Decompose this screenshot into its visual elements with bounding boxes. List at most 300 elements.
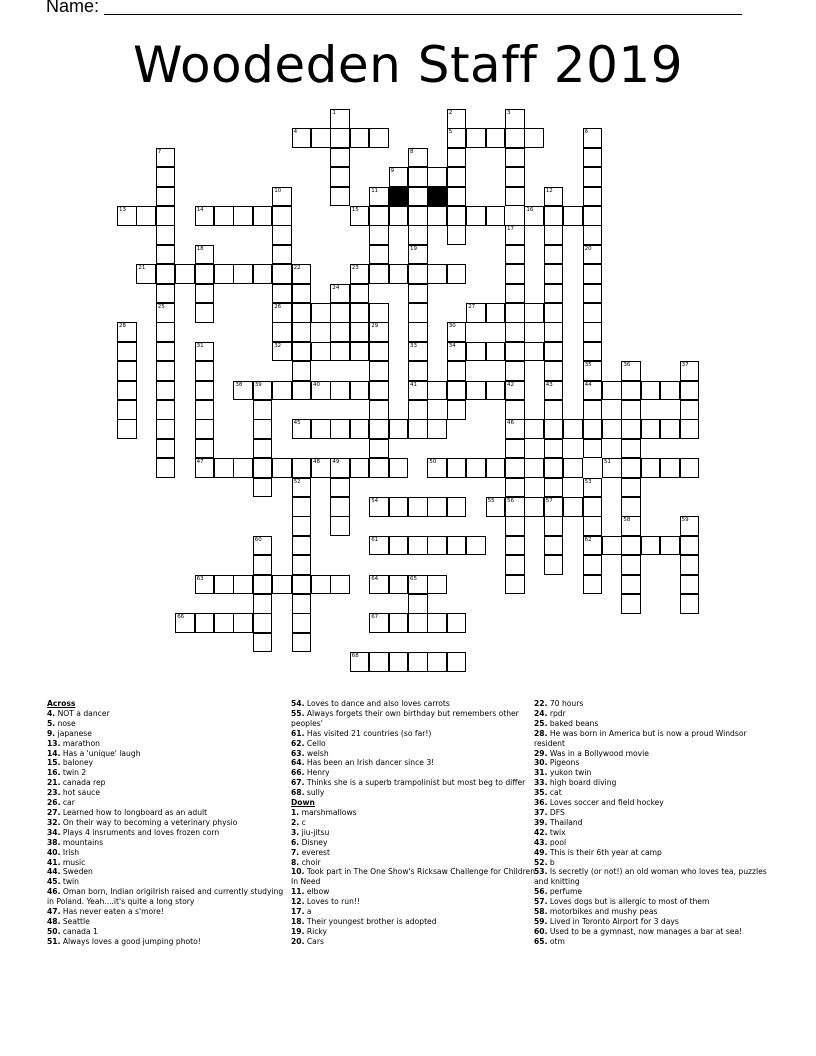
grid-cell[interactable] [408,381,428,401]
grid-cell[interactable] [544,381,564,401]
grid-cell[interactable] [408,594,428,614]
grid-cell[interactable] [408,652,428,672]
grid-cell[interactable] [505,536,525,556]
grid-cell[interactable] [369,419,389,439]
grid-cell[interactable] [369,381,389,401]
grid-cell[interactable] [214,613,234,633]
grid-cell[interactable] [117,400,137,420]
grid-cell[interactable] [156,342,176,362]
grid-cell[interactable] [330,167,350,187]
grid-cell[interactable] [680,400,700,420]
grid-cell[interactable] [447,458,467,478]
grid-cell[interactable] [544,555,564,575]
grid-cell[interactable] [369,303,389,323]
grid-cell[interactable] [272,458,292,478]
grid-cell[interactable] [602,381,622,401]
grid-cell[interactable] [466,128,486,148]
grid-cell[interactable] [195,303,215,323]
grid-cell[interactable] [292,264,312,284]
grid-cell[interactable] [292,419,312,439]
grid-cell[interactable] [369,613,389,633]
grid-cell[interactable] [330,148,350,168]
grid-cell[interactable] [292,381,312,401]
grid-cell[interactable] [544,439,564,459]
grid-cell[interactable] [292,303,312,323]
grid-cell[interactable] [583,400,603,420]
grid-cell[interactable] [505,128,525,148]
grid-cell[interactable] [195,264,215,284]
grid-cell[interactable] [427,575,447,595]
grid-cell[interactable] [641,536,661,556]
grid-cell[interactable] [583,575,603,595]
grid-cell[interactable] [330,478,350,498]
grid-cell[interactable] [466,206,486,226]
grid-cell[interactable] [311,342,331,362]
grid-cell[interactable] [292,458,312,478]
grid-cell[interactable] [524,342,544,362]
grid-cell[interactable] [583,284,603,304]
grid-cell[interactable] [195,206,215,226]
grid-cell[interactable] [641,458,661,478]
grid-cell[interactable] [156,419,176,439]
grid-cell[interactable] [369,652,389,672]
grid-cell[interactable] [389,458,409,478]
grid-cell[interactable] [311,381,331,401]
grid-cell[interactable] [680,458,700,478]
grid-cell[interactable] [117,322,137,342]
grid-cell[interactable] [680,516,700,536]
grid-cell[interactable] [505,381,525,401]
grid-cell[interactable] [389,167,409,187]
grid-cell[interactable] [447,128,467,148]
grid-cell[interactable] [408,322,428,342]
grid-cell[interactable] [680,555,700,575]
grid-cell[interactable] [292,497,312,517]
grid-cell[interactable] [505,458,525,478]
grid-cell[interactable] [350,419,370,439]
grid-cell[interactable] [505,439,525,459]
grid-cell[interactable] [233,458,253,478]
grid-cell[interactable] [233,613,253,633]
grid-cell[interactable] [466,342,486,362]
grid-cell[interactable] [350,303,370,323]
grid-cell[interactable] [583,167,603,187]
grid-cell[interactable] [233,264,253,284]
grid-cell[interactable] [544,284,564,304]
grid-cell[interactable] [447,225,467,245]
grid-cell[interactable] [447,264,467,284]
grid-cell[interactable] [583,206,603,226]
grid-cell[interactable] [233,575,253,595]
grid-cell[interactable] [563,497,583,517]
grid-cell[interactable] [389,497,409,517]
grid-cell[interactable] [156,458,176,478]
grid-cell[interactable] [447,148,467,168]
grid-cell[interactable] [505,361,525,381]
grid-cell[interactable] [350,284,370,304]
grid-cell[interactable] [253,439,273,459]
grid-cell[interactable] [253,381,273,401]
grid-cell[interactable] [583,225,603,245]
grid-cell[interactable] [505,148,525,168]
grid-cell[interactable] [330,322,350,342]
grid-cell[interactable] [408,575,428,595]
grid-cell[interactable] [369,575,389,595]
grid-cell[interactable] [156,167,176,187]
grid-cell[interactable] [486,458,506,478]
grid-cell[interactable] [447,322,467,342]
grid-cell[interactable] [583,148,603,168]
grid-cell[interactable] [486,206,506,226]
grid-cell[interactable] [505,555,525,575]
grid-cell[interactable] [156,148,176,168]
grid-cell[interactable] [408,400,428,420]
grid-cell[interactable] [427,497,447,517]
grid-cell[interactable] [253,555,273,575]
grid-cell[interactable] [447,497,467,517]
grid-cell[interactable] [680,419,700,439]
grid-cell[interactable] [583,497,603,517]
grid-cell[interactable] [408,497,428,517]
grid-cell[interactable] [660,419,680,439]
grid-cell[interactable] [272,381,292,401]
grid-cell[interactable] [660,458,680,478]
grid-cell[interactable] [447,167,467,187]
grid-cell[interactable] [369,439,389,459]
grid-cell[interactable] [136,206,156,226]
grid-cell[interactable] [350,652,370,672]
grid-cell[interactable] [447,109,467,129]
grid-cell[interactable] [117,419,137,439]
grid-cell[interactable] [156,303,176,323]
grid-cell[interactable] [272,284,292,304]
grid-cell[interactable] [408,245,428,265]
grid-cell[interactable] [563,458,583,478]
grid-cell[interactable] [583,536,603,556]
grid-cell[interactable] [544,516,564,536]
grid-cell[interactable] [117,361,137,381]
grid-cell[interactable] [427,381,447,401]
grid-cell[interactable] [583,128,603,148]
grid-cell[interactable] [233,381,253,401]
grid-cell[interactable] [253,478,273,498]
grid-cell[interactable] [544,478,564,498]
grid-cell[interactable] [253,458,273,478]
grid-cell[interactable] [447,206,467,226]
grid-cell[interactable] [389,652,409,672]
grid-cell[interactable] [330,381,350,401]
grid-cell[interactable] [466,381,486,401]
grid-cell[interactable] [330,303,350,323]
grid-cell[interactable] [621,594,641,614]
grid-cell[interactable] [408,536,428,556]
grid-cell[interactable] [408,264,428,284]
grid-cell[interactable] [330,497,350,517]
grid-cell[interactable] [641,381,661,401]
grid-cell[interactable] [602,458,622,478]
grid-cell[interactable] [369,361,389,381]
grid-cell[interactable] [447,536,467,556]
grid-cell[interactable] [583,439,603,459]
grid-cell[interactable] [253,613,273,633]
grid-cell[interactable] [427,652,447,672]
grid-cell[interactable] [311,303,331,323]
grid-cell[interactable] [214,575,234,595]
grid-cell[interactable] [272,264,292,284]
grid-cell[interactable] [350,458,370,478]
grid-cell[interactable] [524,128,544,148]
grid-cell[interactable] [427,536,447,556]
grid-cell[interactable] [544,225,564,245]
grid-cell[interactable] [447,381,467,401]
grid-cell[interactable] [253,536,273,556]
grid-cell[interactable] [272,225,292,245]
grid-cell[interactable] [621,516,641,536]
grid-cell[interactable] [195,245,215,265]
grid-cell[interactable] [505,400,525,420]
grid-cell[interactable] [427,613,447,633]
grid-cell[interactable] [544,264,564,284]
grid-cell[interactable] [389,613,409,633]
grid-cell[interactable] [505,264,525,284]
grid-cell[interactable] [175,613,195,633]
grid-cell[interactable] [583,187,603,207]
grid-cell[interactable] [330,419,350,439]
grid-cell[interactable] [195,400,215,420]
grid-cell[interactable] [195,575,215,595]
grid-cell[interactable] [486,381,506,401]
grid-cell[interactable] [505,225,525,245]
grid-cell[interactable] [641,419,661,439]
grid-cell[interactable] [466,536,486,556]
grid-cell[interactable] [486,497,506,517]
grid-cell[interactable] [544,361,564,381]
grid-cell[interactable] [660,536,680,556]
grid-cell[interactable] [389,264,409,284]
grid-cell[interactable] [408,419,428,439]
grid-cell[interactable] [583,381,603,401]
grid-cell[interactable] [524,497,544,517]
grid-cell[interactable] [156,284,176,304]
grid-cell[interactable] [233,206,253,226]
grid-cell[interactable] [621,458,641,478]
grid-cell[interactable] [621,439,641,459]
grid-cell[interactable] [563,206,583,226]
grid-cell[interactable] [350,206,370,226]
grid-cell[interactable] [544,322,564,342]
grid-cell[interactable] [272,575,292,595]
grid-cell[interactable] [292,284,312,304]
grid-cell[interactable] [156,361,176,381]
grid-cell[interactable] [544,419,564,439]
grid-cell[interactable] [156,381,176,401]
grid-cell[interactable] [272,342,292,362]
grid-cell[interactable] [253,400,273,420]
grid-cell[interactable] [292,575,312,595]
grid-cell[interactable] [621,400,641,420]
grid-cell[interactable] [292,633,312,653]
grid-cell[interactable] [369,497,389,517]
grid-cell[interactable] [350,264,370,284]
grid-cell[interactable] [505,322,525,342]
grid-cell[interactable] [427,419,447,439]
grid-cell[interactable] [466,303,486,323]
grid-cell[interactable] [524,206,544,226]
grid-cell[interactable] [253,206,273,226]
grid-cell[interactable] [311,128,331,148]
grid-cell[interactable] [214,458,234,478]
grid-cell[interactable] [621,536,641,556]
grid-cell[interactable] [330,109,350,129]
grid-cell[interactable] [486,342,506,362]
grid-cell[interactable] [505,478,525,498]
grid-cell[interactable] [292,516,312,536]
grid-cell[interactable] [195,381,215,401]
grid-cell[interactable] [505,516,525,536]
grid-cell[interactable] [583,419,603,439]
grid-cell[interactable] [563,419,583,439]
grid-cell[interactable] [408,361,428,381]
grid-cell[interactable] [621,555,641,575]
grid-cell[interactable] [408,187,428,207]
grid-cell[interactable] [214,206,234,226]
grid-cell[interactable] [486,303,506,323]
grid-cell[interactable] [330,458,350,478]
grid-cell[interactable] [369,206,389,226]
grid-cell[interactable] [427,206,447,226]
grid-cell[interactable] [505,419,525,439]
grid-cell[interactable] [369,187,389,207]
grid-cell[interactable] [583,264,603,284]
grid-cell[interactable] [389,419,409,439]
grid-cell[interactable] [369,458,389,478]
grid-cell[interactable] [408,303,428,323]
grid-cell[interactable] [369,128,389,148]
grid-cell[interactable] [621,575,641,595]
grid-cell[interactable] [524,303,544,323]
grid-cell[interactable] [524,458,544,478]
grid-cell[interactable] [680,594,700,614]
grid-cell[interactable] [156,439,176,459]
grid-cell[interactable] [621,419,641,439]
grid-cell[interactable] [117,342,137,362]
grid-cell[interactable] [156,225,176,245]
grid-cell[interactable] [680,381,700,401]
grid-cell[interactable] [583,478,603,498]
grid-cell[interactable] [408,284,428,304]
grid-cell[interactable] [195,613,215,633]
grid-cell[interactable] [447,400,467,420]
grid-cell[interactable] [389,206,409,226]
grid-cell[interactable] [292,128,312,148]
grid-cell[interactable] [369,322,389,342]
grid-cell[interactable] [195,361,215,381]
grid-cell[interactable] [466,458,486,478]
grid-cell[interactable] [272,303,292,323]
grid-cell[interactable] [583,361,603,381]
grid-cell[interactable] [292,342,312,362]
grid-cell[interactable] [272,206,292,226]
grid-cell[interactable] [292,478,312,498]
grid-cell[interactable] [427,264,447,284]
grid-cell[interactable] [447,652,467,672]
grid-cell[interactable] [621,478,641,498]
grid-cell[interactable] [156,322,176,342]
grid-cell[interactable] [156,245,176,265]
grid-cell[interactable] [447,187,467,207]
grid-cell[interactable] [350,381,370,401]
grid-cell[interactable] [272,187,292,207]
grid-cell[interactable] [447,613,467,633]
grid-cell[interactable] [330,284,350,304]
grid-cell[interactable] [156,206,176,226]
grid-cell[interactable] [680,575,700,595]
grid-cell[interactable] [680,536,700,556]
grid-cell[interactable] [369,400,389,420]
grid-cell[interactable] [195,342,215,362]
grid-cell[interactable] [505,303,525,323]
grid-cell[interactable] [408,342,428,362]
grid-cell[interactable] [272,322,292,342]
grid-cell[interactable] [253,264,273,284]
grid-cell[interactable] [583,303,603,323]
grid-cell[interactable] [583,245,603,265]
grid-cell[interactable] [389,575,409,595]
grid-cell[interactable] [505,187,525,207]
grid-cell[interactable] [408,167,428,187]
grid-cell[interactable] [544,400,564,420]
grid-cell[interactable] [311,419,331,439]
grid-cell[interactable] [330,575,350,595]
grid-cell[interactable] [544,458,564,478]
grid-cell[interactable] [583,322,603,342]
grid-cell[interactable] [311,575,331,595]
grid-cell[interactable] [544,187,564,207]
grid-cell[interactable] [544,536,564,556]
grid-cell[interactable] [156,400,176,420]
grid-cell[interactable] [486,128,506,148]
grid-cell[interactable] [505,109,525,129]
grid-cell[interactable] [583,342,603,362]
grid-cell[interactable] [621,497,641,517]
grid-cell[interactable] [292,594,312,614]
grid-cell[interactable] [292,322,312,342]
grid-cell[interactable] [195,439,215,459]
grid-cell[interactable] [544,342,564,362]
grid-cell[interactable] [505,342,525,362]
grid-cell[interactable] [136,264,156,284]
grid-cell[interactable] [330,342,350,362]
grid-cell[interactable] [156,264,176,284]
grid-cell[interactable] [117,206,137,226]
grid-cell[interactable] [195,458,215,478]
grid-cell[interactable] [427,167,447,187]
grid-cell[interactable] [253,594,273,614]
grid-cell[interactable] [350,342,370,362]
grid-cell[interactable] [389,536,409,556]
grid-cell[interactable] [505,284,525,304]
grid-cell[interactable] [195,284,215,304]
grid-cell[interactable] [330,128,350,148]
grid-cell[interactable] [680,361,700,381]
grid-cell[interactable] [505,167,525,187]
grid-cell[interactable] [408,148,428,168]
grid-cell[interactable] [602,536,622,556]
grid-cell[interactable] [350,128,370,148]
grid-cell[interactable] [292,613,312,633]
grid-cell[interactable] [408,613,428,633]
grid-cell[interactable] [544,206,564,226]
